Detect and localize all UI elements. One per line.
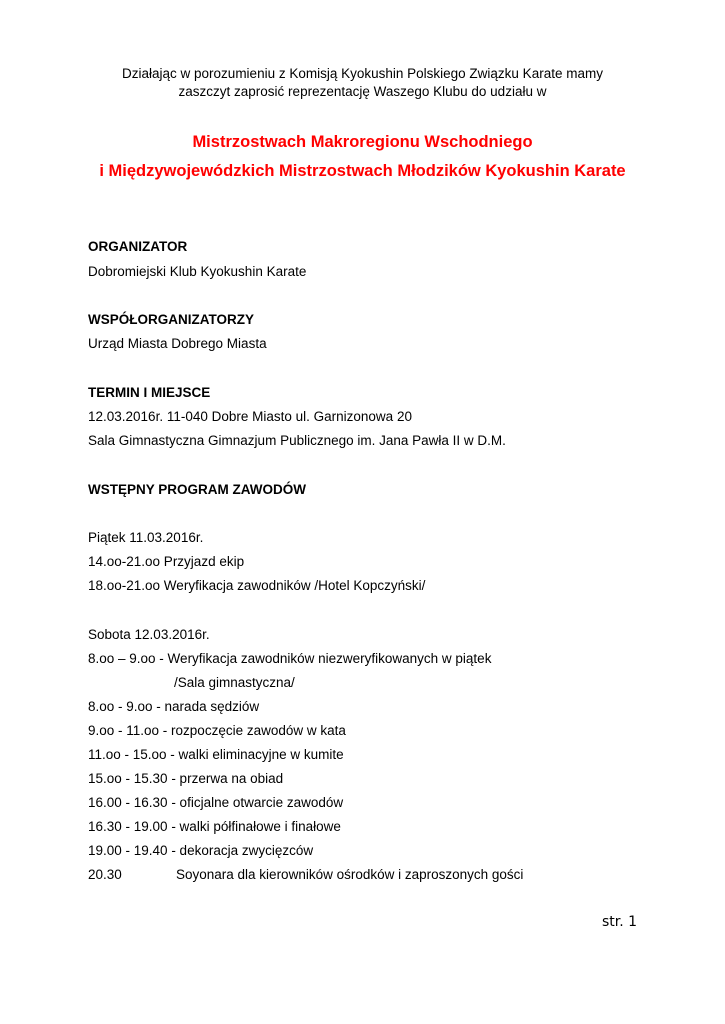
intro-line-2: zaszczyt zaprosić reprezentację Waszego Klubu do udziału w [178, 84, 547, 99]
saturday-item: /Sala gimnastyczna/ [174, 675, 295, 690]
program-heading: WSTĘPNY PROGRAM ZAWODÓW [88, 482, 306, 497]
saturday-item: 8.oo - 9.oo - narada sędziów [88, 699, 260, 714]
event-title-line-1: Mistrzostwach Makroregionu Wschodniego [192, 133, 533, 151]
event-title-line-2: i Międzywojewódzkich Mistrzostwach Młodzików Kyokushin Karate [99, 162, 626, 180]
saturday-last-text: Soyonara dla kierowników ośrodków i zaproszonych gości [176, 867, 524, 882]
page-number: str. 1 [601, 914, 637, 930]
intro-line-1: Działając w porozumieniu z Komisją Kyokushin Polskiego Związku Karate mamy [122, 66, 603, 81]
saturday-title: Sobota 12.03.2016r. [88, 627, 210, 642]
saturday-item: 11.oo - 15.oo - walki eliminacyjne w kumite [88, 747, 344, 762]
coorganizers-heading: WSPÓŁORGANIZATORZY [88, 312, 254, 327]
saturday-item: 19.00 - 19.40 - dekoracja zwycięzców [88, 843, 314, 858]
friday-item: 14.oo-21.oo Przyjazd ekip [88, 554, 245, 569]
date-place-heading: TERMIN I MIEJSCE [88, 385, 211, 400]
organizer-heading: ORGANIZATOR [88, 239, 188, 254]
saturday-item: 16.00 - 16.30 - oficjalne otwarcie zawodów [88, 795, 344, 810]
saturday-item: 9.oo - 11.oo - rozpoczęcie zawodów w kata [88, 723, 346, 738]
date-place-line-1: 12.03.2016r. 11-040 Dobre Miasto ul. Garnizonowa 20 [88, 409, 412, 424]
date-place-line-2: Sala Gimnastyczna Gimnazjum Publicznego im. Jana Pawła II w D.M. [88, 433, 506, 448]
friday-title: Piątek 11.03.2016r. [88, 530, 204, 545]
saturday-item: 8.oo – 9.oo - Weryfikacja zawodników niezweryfikowanych w piątek [88, 651, 492, 666]
saturday-item: 15.oo - 15.30 - przerwa na obiad [88, 771, 284, 786]
saturday-last-time: 20.30 [88, 867, 122, 882]
friday-item: 18.oo-21.oo Weryfikacja zawodników /Hotel Kopczyński/ [88, 578, 426, 593]
coorganizers-text: Urząd Miasta Dobrego Miasta [88, 336, 267, 351]
saturday-item: 16.30 - 19.00 - walki półfinałowe i finałowe [88, 819, 341, 834]
organizer-text: Dobromiejski Klub Kyokushin Karate [88, 264, 307, 279]
intro-paragraph [0, 65, 725, 101]
